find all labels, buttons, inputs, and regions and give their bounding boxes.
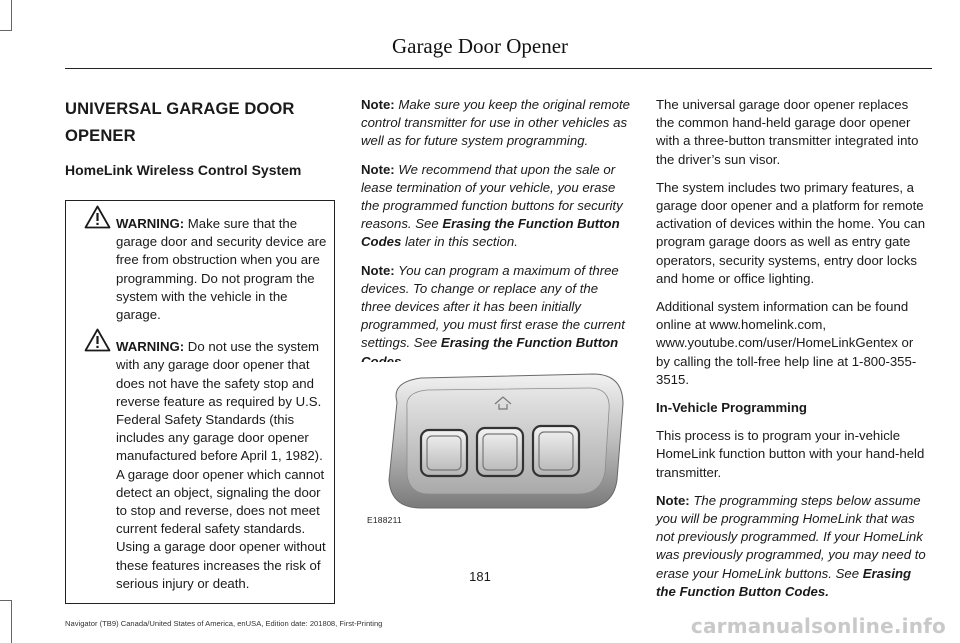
- warning-triangle-icon: [84, 205, 111, 229]
- column-right: [656, 96, 928, 611]
- note-paragraph: [361, 96, 631, 151]
- column-left: [65, 96, 335, 604]
- cross-reference: Erasing the Function Button Codes.: [656, 565, 912, 599]
- warning-text: Do not use the system with any garage door opener that does not have the safety stop and reverse feature as required by U.S. Federal Safety Standards (this includes any garage door opener manufactured before April 1, 1982). A garage door opener which cannot detect an object, signaling the door to stop and reverse, does not meet current federal safety standards. Using a garage door opener without these features increases the risk of serious injury or death.: [116, 339, 326, 591]
- note-text: The programming steps below assume you will be programming HomeLink that was not previously programmed. If your HomeLink was previously programmed, you may need to erase your HomeLink buttons. See: [656, 492, 926, 581]
- section-heading-line1: UNIVERSAL GARAGE DOOR: [65, 99, 295, 118]
- cross-reference: Erasing the Function Button Codes: [361, 216, 620, 250]
- note-text: We recommend that upon the sale or lease termination of your vehicle, you erase the programmed function buttons for security reasons. See: [361, 161, 623, 232]
- edition-footer: Navigator (TB9) Canada/United States of America, enUSA, Edition date: 201808, First-Printing: [65, 619, 383, 628]
- note-label: Note:: [361, 161, 395, 177]
- warning-block: [72, 215, 328, 324]
- note-label: Note:: [361, 97, 395, 112]
- note-paragraph: [361, 262, 631, 371]
- note-text: later in this section.: [401, 234, 518, 250]
- note-text: .: [401, 353, 405, 369]
- subsection-heading: In-Vehicle Programming: [656, 400, 807, 416]
- page-number: 181: [469, 569, 491, 584]
- warning-block: [72, 338, 328, 593]
- homelink-buttons-illustration: [361, 362, 633, 532]
- note-paragraph: [656, 492, 928, 601]
- cross-reference: Erasing the Function Button Codes: [361, 335, 619, 369]
- body-paragraph: Additional system information can be found online at www.homelink.com, www.youtube.com/user/HomeLinkGentex or by calling the toll-free help line at 1-800-355-3515.: [656, 299, 917, 387]
- body-paragraph: This process is to program your in-vehicle HomeLink function button with your hand-held transmitter.: [656, 428, 925, 480]
- body-paragraph: The system includes two primary features, a garage door opener and a platform for remote activation of devices within the home. You can program garage doors as well as entry gate operators, security systems, entry door locks and home or office lighting.: [656, 179, 926, 286]
- crop-mark: [0, 30, 12, 31]
- watermark: carmanualsonline.info: [690, 614, 946, 638]
- subsection-heading: HomeLink Wireless Control System: [65, 162, 302, 178]
- note-paragraph: [361, 161, 631, 252]
- warning-box: [65, 200, 335, 604]
- warning-label: WARNING:: [116, 339, 185, 355]
- section-heading-line2: OPENER: [65, 126, 136, 145]
- page-title: Garage Door Opener: [391, 34, 569, 58]
- body-paragraph: The universal garage door opener replaces the common hand-held garage door opener with a three-button transmitter integrated into the driver’s sun visor.: [656, 97, 919, 167]
- note-text: Make sure you keep the original remote control transmitter for use in other vehicles as well as for future system programming.: [361, 97, 631, 149]
- note-label: Note:: [361, 262, 395, 278]
- crop-mark: [11, 600, 12, 643]
- note-label: Note:: [656, 492, 690, 508]
- note-text: You can program a maximum of three devices. To change or replace any of the three devices after it has been initially programmed, you must first erase the current settings. See: [361, 262, 625, 351]
- warning-label: WARNING:: [116, 216, 185, 231]
- crop-mark: [11, 0, 12, 30]
- crop-mark: [0, 600, 12, 601]
- image-code: E188211: [367, 515, 402, 525]
- header-divider: [65, 68, 932, 69]
- warning-text: Make sure that the garage door and security device are free from obstruction when you are programming. Do not program the system with the vehicle in the garage.: [116, 216, 327, 323]
- warning-triangle-icon: [84, 328, 111, 352]
- column-middle: [361, 96, 631, 381]
